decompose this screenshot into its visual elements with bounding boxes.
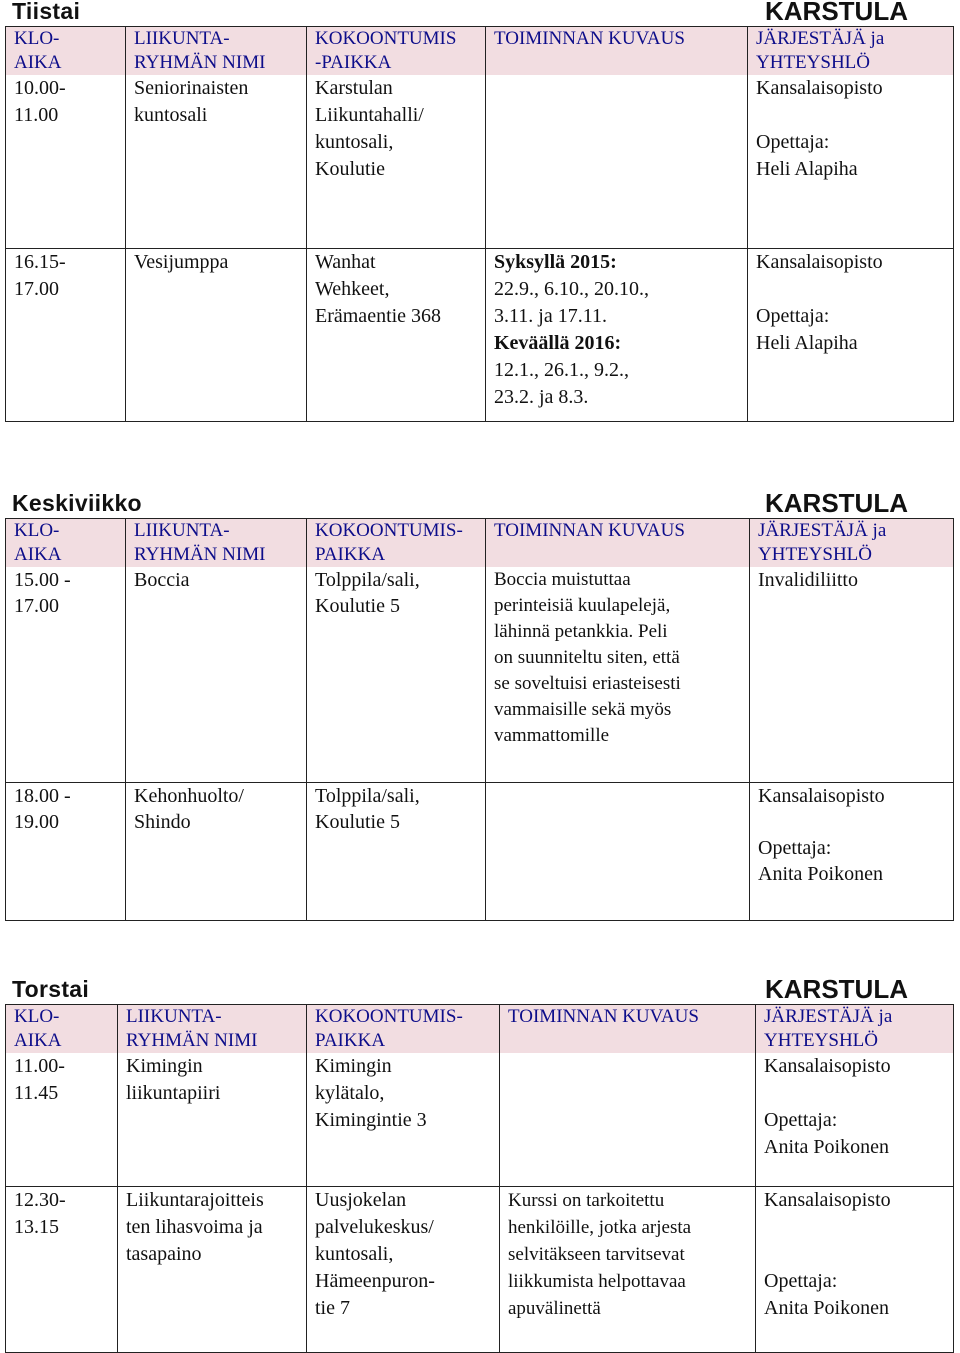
section-header [0,488,960,518]
table-row [6,1053,954,1186]
header-org: JÄRJESTÄJÄ ja YHTEYSHLÖ [756,1005,954,1054]
cell-org: Kansalaisopisto Opettaja: Anita Poikonen [756,1186,954,1352]
table-row [6,782,954,920]
section-keskiviikko [0,488,960,921]
table-header-row [6,1005,954,1054]
header-group: LIIKUNTA- RYHMÄN NIMI [126,519,307,568]
header-place: KOKOONTUMIS -PAIKKA [307,27,486,76]
cell-place: Tolppila/sali, Koulutie 5 [307,782,486,920]
header-desc: TOIMINNAN KUVAUS [486,27,748,76]
header-group: LIIKUNTA- RYHMÄN NIMI [126,27,307,76]
cell-org: Kansalaisopisto Opettaja: Anita Poikonen [750,782,954,920]
schedule-table [5,1004,954,1353]
cell-group: Kimingin liikuntapiiri [118,1053,307,1186]
table-header-row [6,519,954,568]
day-title: Torstai [12,976,90,1002]
cell-org: Kansalaisopisto Opettaja: Heli Alapiha [748,75,954,248]
table-row [6,248,954,421]
cell-group: Kehonhuolto/ Shindo [126,782,307,920]
cell-org: Invalidiliitto [750,567,954,782]
cell-group: Vesijumppa [126,248,307,421]
cell-desc: Boccia muistuttaa perinteisiä kuulapelejä, lähinnä petankkia. Peli on suunniteltu siten, että se soveltuisi eriasteisesti vammaisille sekä myös vammattomille [486,567,750,782]
header-place: KOKOONTUMIS- PAIKKA [307,519,486,568]
cell-org: Kansalaisopisto Opettaja: Heli Alapiha [748,248,954,421]
header-org: JÄRJESTÄJÄ ja YHTEYSHLÖ [750,519,954,568]
header-time: KLO- AIKA [6,519,126,568]
table-row [6,567,954,782]
header-time: KLO- AIKA [6,1005,118,1054]
header-org: JÄRJESTÄJÄ ja YHTEYSHLÖ [748,27,954,76]
header-place: KOKOONTUMIS- PAIKKA [307,1005,500,1054]
town-title: KARSTULA [765,488,908,518]
section-tiistai [0,0,960,422]
header-group: LIIKUNTA- RYHMÄN NIMI [118,1005,307,1054]
section-header [0,0,960,26]
schedule-table [5,518,954,921]
day-title: Keskiviikko [12,490,142,516]
cell-group: Boccia [126,567,307,782]
cell-desc: Syksyllä 2015: 22.9., 6.10., 20.10., 3.11. ja 17.11. Keväällä 2016: 12.1., 26.1., 9.2., 23.2. ja 8.3. [486,248,748,421]
cell-org: Kansalaisopisto Opettaja: Anita Poikonen [756,1053,954,1186]
table-row [6,75,954,248]
table-row [6,1186,954,1352]
cell-group: Liikuntarajoitteis ten lihasvoima ja tasapaino [118,1186,307,1352]
town-title: KARSTULA [765,0,908,26]
cell-time: 16.15- 17.00 [6,248,126,421]
cell-group: Seniorinaisten kuntosali [126,75,307,248]
section-torstai [0,974,960,1353]
desc-season-title: Keväällä 2016: [494,331,622,354]
header-desc: TOIMINNAN KUVAUS [486,519,750,568]
desc-season-title: Syksyllä 2015: [494,250,617,273]
cell-place: Wanhat Wehkeet, Erämaentie 368 [307,248,486,421]
cell-time: 11.00- 11.45 [6,1053,118,1186]
cell-time: 18.00 - 19.00 [6,782,126,920]
schedule-table [5,26,954,422]
cell-time: 15.00 - 17.00 [6,567,126,782]
cell-time: 12.30- 13.15 [6,1186,118,1352]
section-header [0,974,960,1004]
day-title: Tiistai [12,0,81,24]
town-title: KARSTULA [765,974,908,1004]
cell-desc: Kurssi on tarkoitettu henkilöille, jotka arjesta selvitäkseen tarvitsevat liikkumista helpottavaa apuvälinettä [500,1186,756,1352]
header-time: KLO- AIKA [6,27,126,76]
header-desc: TOIMINNAN KUVAUS [500,1005,756,1054]
cell-desc [500,1053,756,1186]
cell-place: Uusjokelan palvelukeskus/ kuntosali, Hämeenpuron- tie 7 [307,1186,500,1352]
cell-place: Kimingin kylätalo, Kimingintie 3 [307,1053,500,1186]
cell-desc [486,75,748,248]
cell-time: 10.00- 11.00 [6,75,126,248]
cell-place: Tolppila/sali, Koulutie 5 [307,567,486,782]
cell-place: Karstulan Liikuntahalli/ kuntosali, Koulutie [307,75,486,248]
cell-desc [486,782,750,920]
table-header-row [6,27,954,76]
